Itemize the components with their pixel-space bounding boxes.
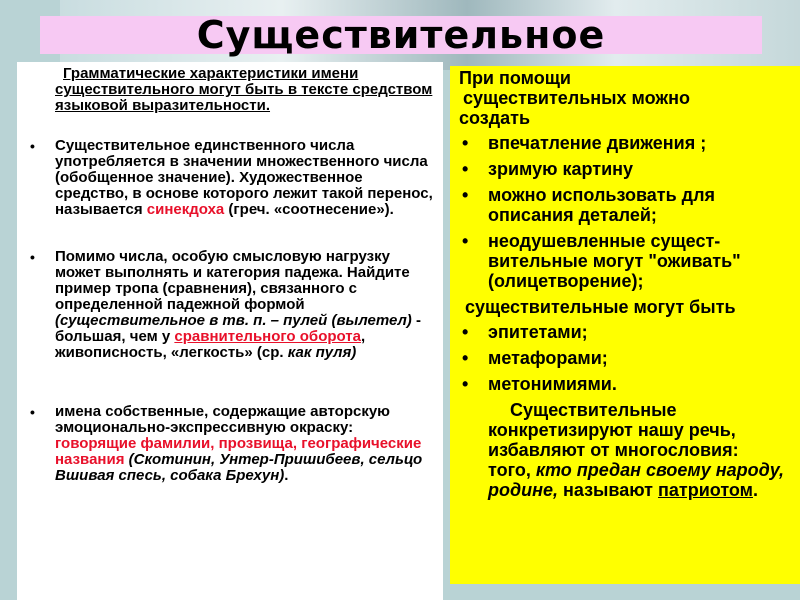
item-text: Существительное единственного числа употребляется в значении множественного числа (обобщенное значение). Художественное средство, в основе которого лежит такой перенос, называется (55, 137, 433, 218)
item-text: , живописность, «легкость» (ср. (55, 328, 366, 361)
left-panel (17, 62, 443, 600)
item-text: имена собственные, содержащие авторскую эмоционально-экспрессивную окраску: (55, 403, 390, 436)
conclusion-text: называют (558, 480, 659, 500)
item-text: Помимо числа, особую смысловую нагрузку может выполнять и категория падежа. Найдите пример тропа (сравнения), связанного с определенной падежной формой (55, 248, 410, 313)
conclusion-text: . (752, 480, 758, 500)
list-item: • неодушевленные сущест-вительные могут "оживать" (олицетворение); (459, 231, 786, 291)
item-text: (греч. «соотнесение»). (224, 201, 394, 218)
intro-paragraph: Грамматические характеристики имени существительного могут быть в тексте средством языковой выразительности. (55, 65, 433, 114)
example-text: кто предан своему народу, родине, (488, 460, 785, 500)
right-panel (450, 66, 800, 584)
right-line: существительных можно (463, 88, 690, 108)
list-item-synecdoche (27, 138, 435, 218)
example-text: как пуля) (287, 344, 357, 361)
conclusion-text: Существительные конкретизируют нашу речь, избавляют от многословия: того, (488, 400, 739, 480)
list-item: • метонимиями. (459, 374, 786, 394)
term-comparative: сравнительного оборота (174, 328, 361, 345)
list-item-proper-names (27, 404, 435, 484)
list-item: • впечатление движения ; (459, 133, 786, 153)
item-text: . (284, 467, 289, 484)
page-title: Существительное (196, 13, 606, 57)
term-patriot: патриотом (658, 480, 753, 500)
tropes-list (459, 322, 786, 394)
title-banner (40, 13, 762, 57)
right-line: создать (459, 108, 531, 128)
left-list (27, 138, 435, 484)
effects-list (459, 133, 786, 291)
list-item-case (27, 249, 435, 361)
list-item: • эпитетами; (459, 322, 786, 342)
term-synecdoche: синекдоха (146, 201, 225, 218)
item-text: - большая, чем у (55, 312, 421, 345)
list-item: • метафорами; (459, 348, 786, 368)
right-line: существительные могут быть (465, 297, 736, 317)
right-line: При помощи (459, 68, 571, 88)
term-speaking-names: говорящие фамилии, прозвища, географические названия (55, 435, 422, 468)
example-text: (существительное в тв. п. – пулей (вылетел) (55, 312, 412, 329)
example-text: (Скотинин, Унтер-Пришибеев, сельцо Вшивая спесь, собака Брехун) (55, 451, 423, 484)
list-item: • зримую картину (459, 159, 786, 179)
list-item: • можно использовать для описания деталей; (459, 185, 786, 225)
conclusion-paragraph (459, 400, 786, 500)
